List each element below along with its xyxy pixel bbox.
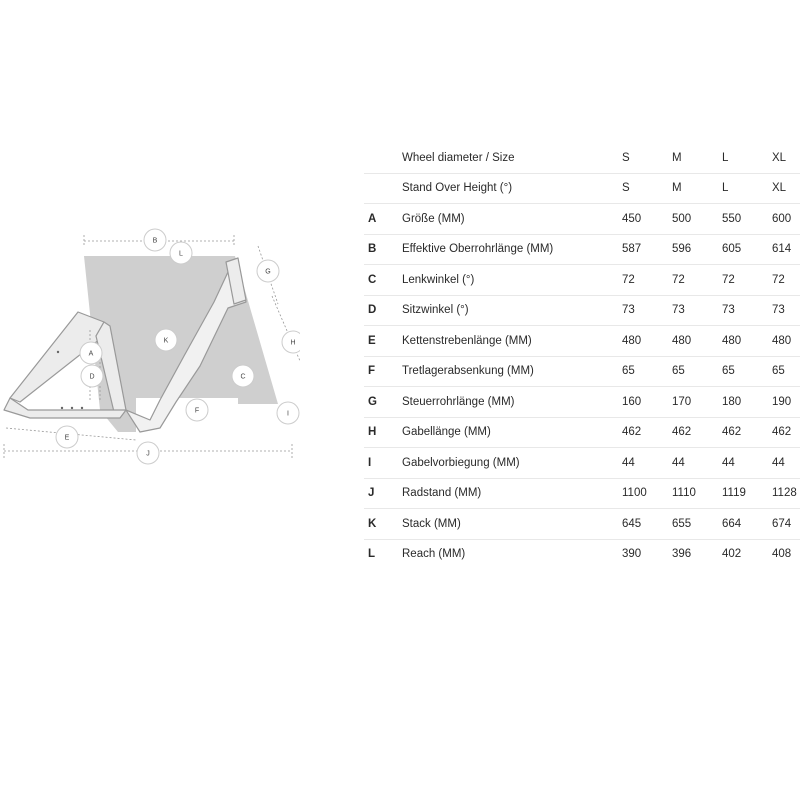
row-label: Radstand (MM) (402, 478, 622, 509)
cell-value: 596 (672, 234, 722, 265)
cell-value: 44 (772, 448, 800, 479)
row-letter: E (364, 326, 402, 357)
cell-value: 462 (772, 417, 800, 448)
cell-value: 44 (722, 448, 772, 479)
table-row (364, 448, 800, 479)
cell-value: 462 (672, 417, 722, 448)
diagram-label: I (287, 410, 289, 418)
diagram-label: E (64, 434, 70, 442)
row-label: Reach (MM) (402, 548, 466, 561)
label-C (232, 365, 254, 387)
size-header: S (622, 173, 672, 204)
cell-value: 480 (672, 326, 722, 357)
label-B (144, 229, 166, 251)
bike-geometry-diagram (0, 225, 300, 470)
cell-value: 1128 (772, 478, 800, 509)
size-header: XL (772, 173, 800, 204)
cell-value: 73 (722, 295, 772, 326)
label-D (81, 365, 103, 387)
diagram-label: K (163, 337, 169, 345)
cell-value: 480 (622, 326, 672, 357)
row-letter: F (364, 356, 402, 387)
cell-value: 408 (772, 548, 792, 561)
table-row (364, 204, 800, 235)
size-header: S (622, 143, 672, 173)
diagram-label: B (152, 237, 158, 245)
diagram-label: F (194, 407, 200, 415)
cell-value: 72 (772, 265, 800, 296)
row-letter: I (364, 448, 402, 479)
cell-value: 180 (722, 387, 772, 418)
table-row (364, 539, 800, 569)
diagram-label: G (265, 268, 271, 276)
cell-value: 674 (772, 509, 800, 540)
table-row (364, 356, 800, 387)
row-label: Lenkwinkel (°) (402, 265, 622, 296)
cell-value: 65 (672, 356, 722, 387)
cell-value: 462 (722, 417, 772, 448)
size-header: L (722, 143, 772, 173)
cell-value: 72 (722, 265, 772, 296)
row-letter (364, 173, 402, 204)
row-label: Effektive Oberrohrlänge (MM) (402, 234, 622, 265)
row-label: Stack (MM) (402, 509, 622, 540)
cell-value: 390 (622, 548, 642, 561)
cell-value: 450 (622, 204, 672, 235)
label-L (170, 242, 192, 264)
cell-value: 402 (722, 548, 742, 561)
cell-value: 73 (622, 295, 672, 326)
cell-value: 396 (672, 548, 692, 561)
label-E (56, 426, 78, 448)
row-label: Gabellänge (MM) (402, 417, 622, 448)
cell-value: 605 (722, 234, 772, 265)
table-row (364, 478, 800, 509)
row-label: Gabelvorbiegung (MM) (402, 448, 622, 479)
diagram-label: J (146, 450, 150, 458)
label-I (277, 402, 299, 424)
cell-value: 1119 (722, 478, 772, 509)
cell-value: 72 (672, 265, 722, 296)
cell-value: 664 (722, 509, 772, 540)
row-letter: D (364, 295, 402, 326)
geometry-table (364, 143, 800, 569)
cell-value: 500 (672, 204, 722, 235)
cell-value: 1110 (672, 478, 722, 509)
diagram-label: D (89, 373, 95, 381)
cell-value: 44 (672, 448, 722, 479)
row-letter: K (364, 509, 402, 540)
cell-value: 73 (772, 295, 800, 326)
table-row (364, 234, 800, 265)
row-letter: J (364, 478, 402, 509)
cell-value: 614 (772, 234, 800, 265)
cell-value: 480 (722, 326, 772, 357)
diagram-label: L (179, 250, 183, 258)
table-row (364, 509, 800, 540)
label-A (80, 342, 102, 364)
cell-value: 65 (722, 356, 772, 387)
table-header-row (364, 173, 800, 204)
label-G (257, 260, 279, 282)
cell-value: 190 (772, 387, 800, 418)
row-label: Sitzwinkel (°) (402, 295, 622, 326)
table-header-row (364, 143, 800, 173)
size-header: M (672, 143, 722, 173)
table-row (364, 265, 800, 296)
table-row (364, 326, 800, 357)
cell-value: 462 (622, 417, 672, 448)
cell-value: 170 (672, 387, 722, 418)
cell-value: 160 (622, 387, 672, 418)
size-header: XL (772, 143, 800, 173)
row-label: Stand Over Height (°) (402, 173, 622, 204)
size-header: M (672, 173, 722, 204)
row-label: Steuerrohrlänge (MM) (402, 387, 622, 418)
diagram-label: A (88, 350, 94, 358)
cell-value: 73 (672, 295, 722, 326)
row-letter: H (364, 417, 402, 448)
cell-value: 1100 (622, 478, 672, 509)
table-row (364, 387, 800, 418)
row-label: Wheel diameter / Size (402, 143, 622, 173)
row-letter: B (364, 234, 402, 265)
cell-value: 480 (772, 326, 800, 357)
cell-value: 645 (622, 509, 672, 540)
diagram-label: C (240, 373, 246, 381)
row-letter: A (364, 204, 402, 235)
label-K (155, 329, 177, 351)
label-F (186, 399, 208, 421)
cell-value: 655 (672, 509, 722, 540)
label-J (137, 442, 159, 464)
diagram-label: H (290, 339, 296, 347)
cell-value: 550 (722, 204, 772, 235)
row-label: Größe (MM) (402, 204, 622, 235)
row-letter (364, 143, 402, 173)
cell-value: 65 (772, 356, 800, 387)
row-letter: L (368, 548, 376, 561)
cell-value: 600 (772, 204, 800, 235)
table-row (364, 295, 800, 326)
table-row (364, 417, 800, 448)
row-letter: G (364, 387, 402, 418)
cell-value: 72 (622, 265, 672, 296)
cell-value: 587 (622, 234, 672, 265)
row-letter: C (364, 265, 402, 296)
row-label: Kettenstrebenlänge (MM) (402, 326, 622, 357)
label-H (282, 331, 300, 353)
row-label: Tretlagerabsenkung (MM) (402, 356, 622, 387)
size-header: L (722, 173, 772, 204)
cell-value: 44 (622, 448, 672, 479)
cell-value: 65 (622, 356, 672, 387)
